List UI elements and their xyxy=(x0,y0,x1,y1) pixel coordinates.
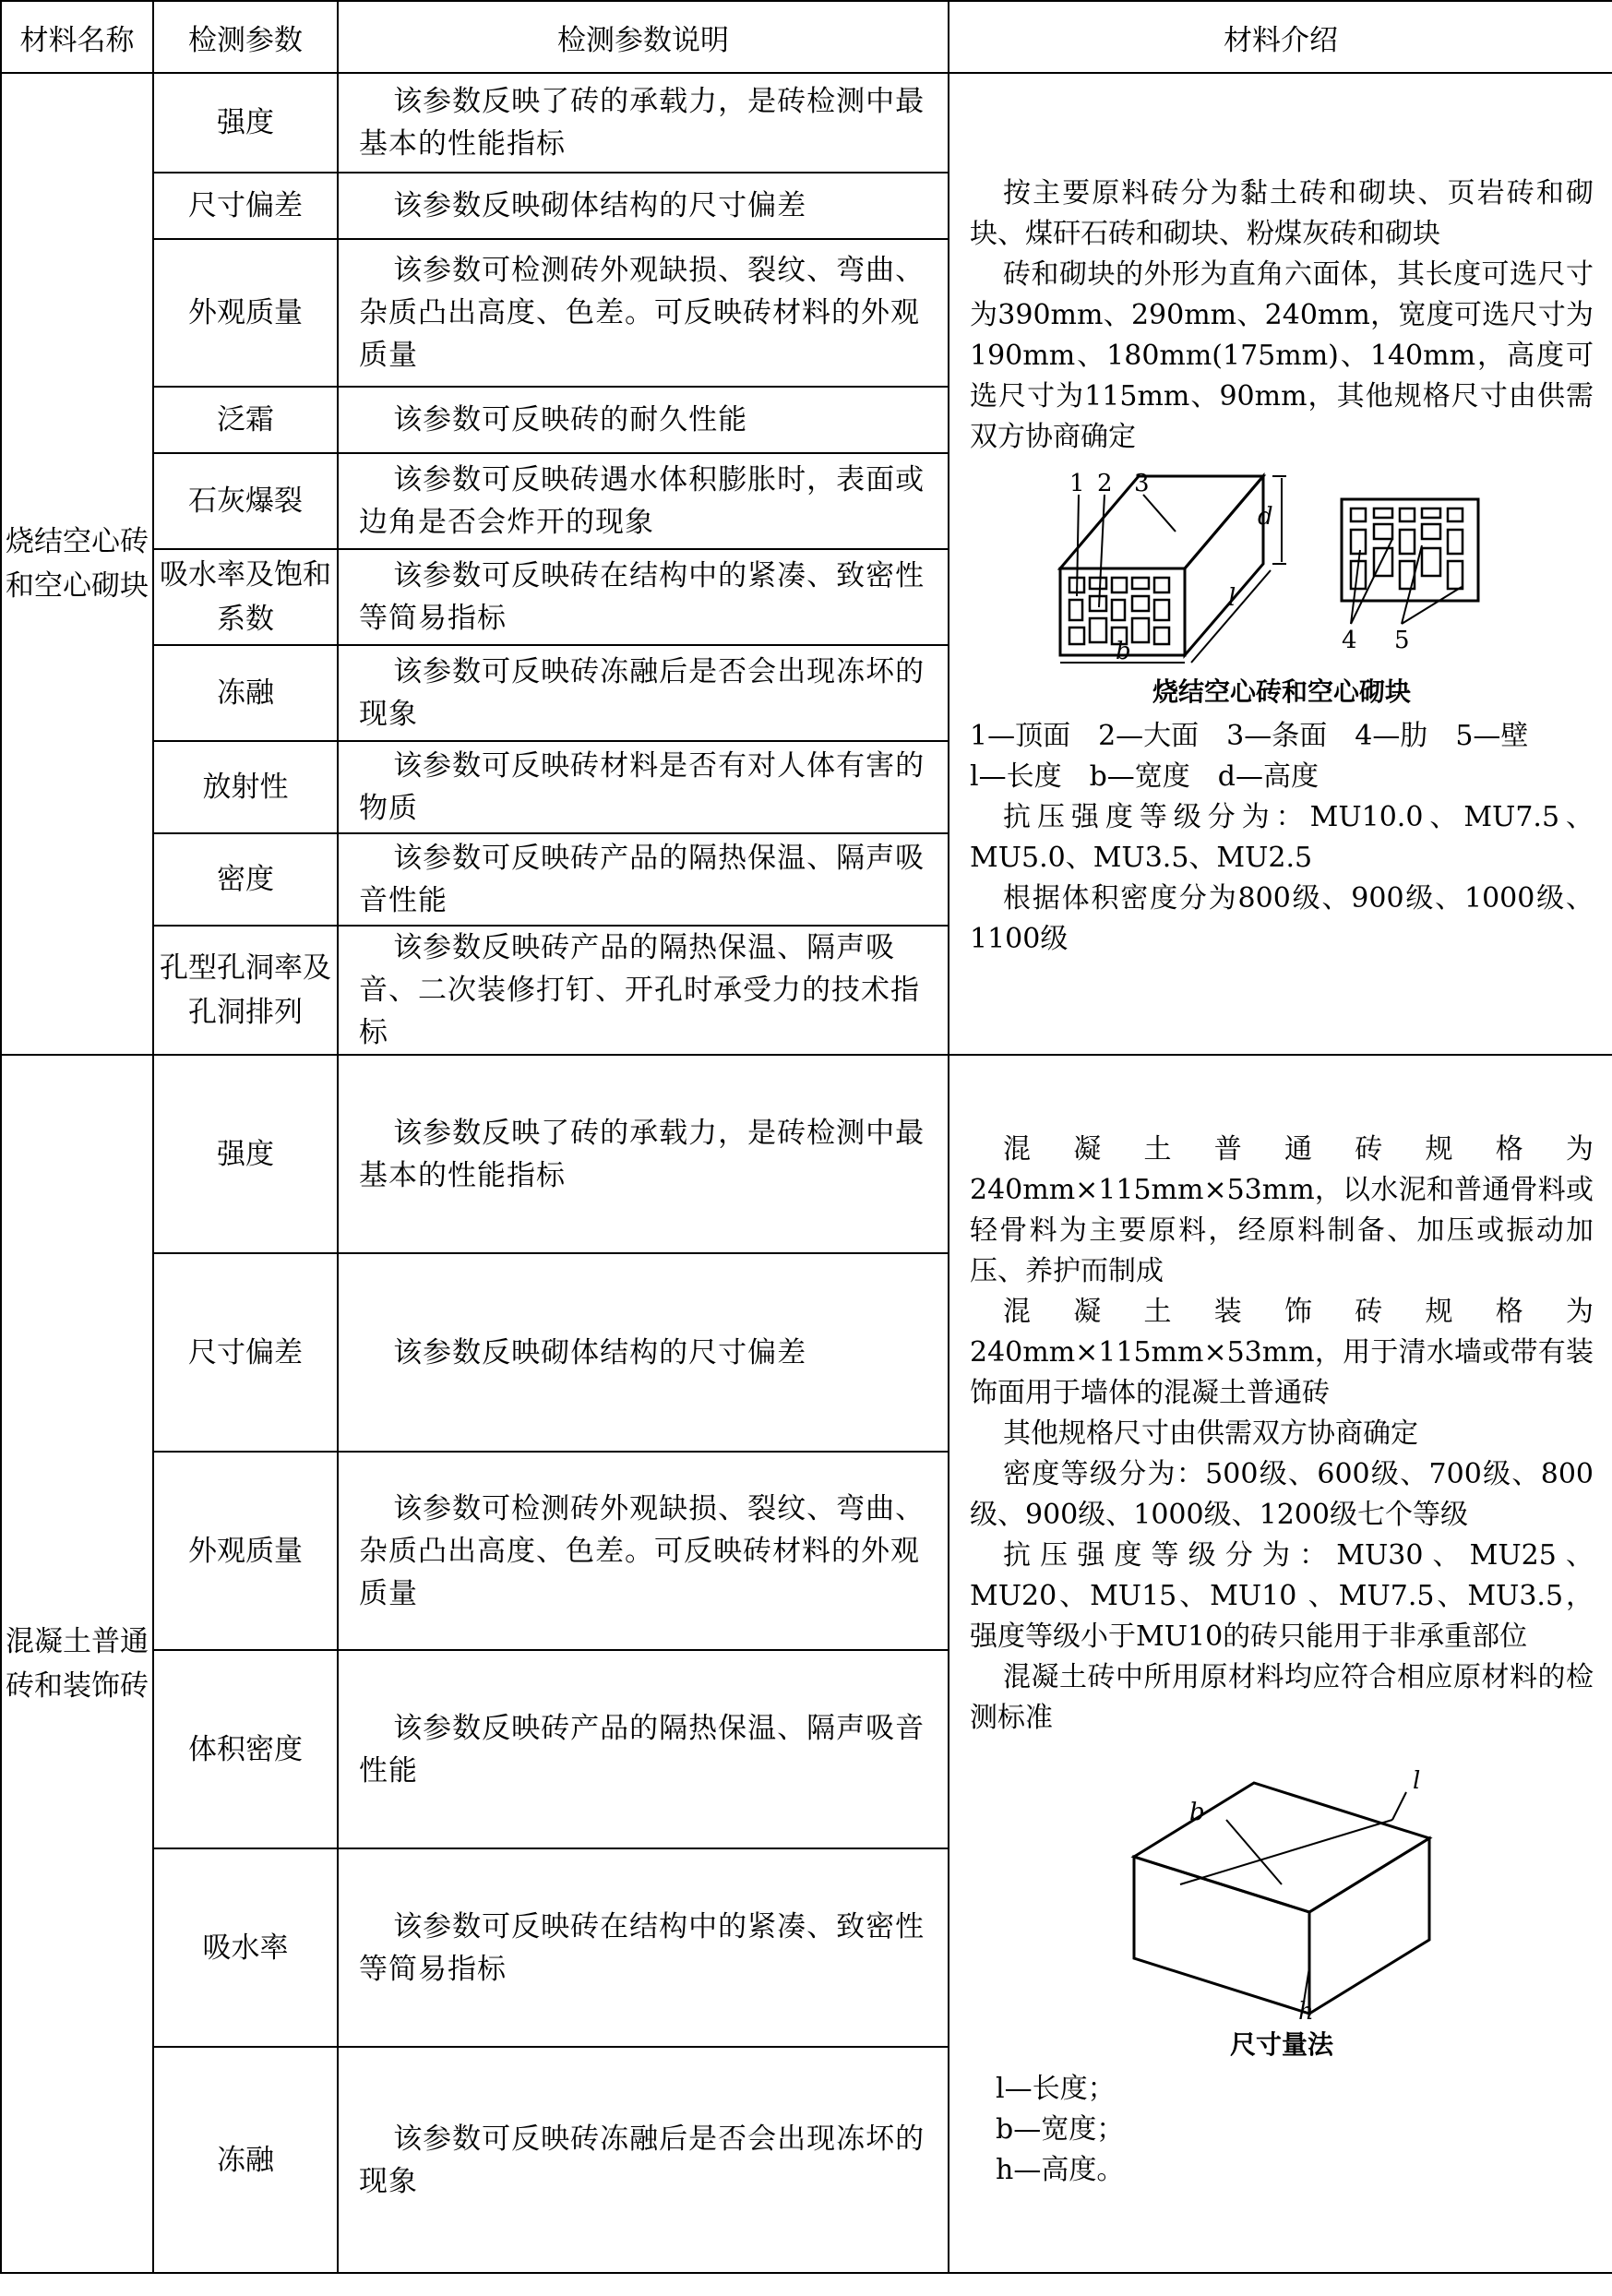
svg-text:2: 2 xyxy=(1097,470,1113,497)
svg-text:l: l xyxy=(1228,584,1236,612)
param-cell: 冻融 xyxy=(153,2047,338,2273)
desc-cell: 该参数反映了砖的承载力，是砖检测中最基本的性能指标 xyxy=(338,73,949,173)
table-row xyxy=(1,1055,1612,1253)
material-name-concrete-brick: 混凝土普通砖和装饰砖 xyxy=(1,1055,153,2273)
param-cell: 外观质量 xyxy=(153,1452,338,1650)
svg-text:1: 1 xyxy=(1069,470,1085,497)
intro-paragraph: 根据体积密度分为800级、900级、1000级、1100级 xyxy=(970,882,1594,955)
param-cell: 强度 xyxy=(153,1055,338,1253)
param-cell: 吸水率及饱和系数 xyxy=(153,549,338,645)
svg-text:4: 4 xyxy=(1342,627,1357,654)
param-cell: 冻融 xyxy=(153,645,338,741)
figure-caption: 尺寸量法 xyxy=(1229,2029,1333,2060)
svg-text:b: b xyxy=(1189,1799,1205,1826)
desc-cell: 该参数反映了砖的承载力，是砖检测中最基本的性能指标 xyxy=(338,1055,949,1253)
figure-legend: b—宽度； xyxy=(996,2113,1125,2146)
intro-paragraph: 混凝土砖中所用原材料均应符合相应原材料的检测标准 xyxy=(970,1661,1594,1734)
param-cell: 强度 xyxy=(153,73,338,173)
figure-legend: l—长度 b—宽度 d—高度 xyxy=(970,760,1319,793)
param-cell: 泛霜 xyxy=(153,387,338,453)
header-row xyxy=(1,1,1612,73)
svg-text:3: 3 xyxy=(1134,470,1150,497)
param-cell: 放射性 xyxy=(153,741,338,833)
desc-cell: 该参数反映砌体结构的尺寸偏差 xyxy=(338,173,949,239)
param-cell: 体积密度 xyxy=(153,1650,338,1848)
material-name-hollow-brick: 烧结空心砖和空心砌块 xyxy=(1,73,153,1055)
intro-paragraph: 密度等级分为：500级、600级、700级、800级、900级、1000级、1200级七个等级 xyxy=(970,1458,1594,1531)
desc-cell: 该参数可反映砖产品的隔热保温、隔声吸音性能 xyxy=(338,833,949,926)
figure-caption: 烧结空心砖和空心砌块 xyxy=(1152,676,1411,707)
param-cell: 石灰爆裂 xyxy=(153,453,338,549)
intro-paragraph: 其他规格尺寸由供需双方协商确定 xyxy=(1003,1417,1418,1450)
table-row xyxy=(1,73,1612,173)
svg-text:h: h xyxy=(1298,1998,1314,2023)
intro-paragraph: 抗压强度等级分为：MU30、MU25、MU20、MU15、MU10 、MU7.5、MU3.5，强度等级小于MU10的砖只能用于非承重部位 xyxy=(970,1539,1594,1653)
svg-text:l: l xyxy=(1413,1767,1421,1795)
param-cell: 尺寸偏差 xyxy=(153,173,338,239)
desc-cell: 该参数可反映砖冻融后是否会出现冻坏的现象 xyxy=(338,2047,949,2273)
svg-text:d: d xyxy=(1258,503,1273,531)
hollow-brick-figure xyxy=(996,458,1568,670)
figure-legend: h—高度。 xyxy=(996,2154,1125,2186)
concrete-brick-figure xyxy=(1088,1746,1475,2023)
param-cell: 吸水率 xyxy=(153,1848,338,2047)
figure-legend: 1—顶面 2—大面 3—条面 4—肋 5—壁 xyxy=(970,720,1529,752)
param-cell: 孔型孔洞率及孔洞排列 xyxy=(153,926,338,1055)
desc-cell: 该参数反映砖产品的隔热保温、隔声吸音、二次装修打钉、开孔时承受力的技术指标 xyxy=(338,926,949,1055)
material-intro-hollow-brick xyxy=(949,73,1612,1055)
header-material-name: 材料名称 xyxy=(1,1,153,73)
desc-cell: 该参数可反映砖冻融后是否会出现冻坏的现象 xyxy=(338,645,949,741)
header-param-description: 检测参数说明 xyxy=(338,1,949,73)
desc-cell: 该参数可检测砖外观缺损、裂纹、弯曲、杂质凸出高度、色差。可反映砖材料的外观质量 xyxy=(338,239,949,387)
param-cell: 尺寸偏差 xyxy=(153,1253,338,1452)
intro-paragraph: 混凝土普通砖规格为240mm×115mm×53mm，以水泥和普通骨料或轻骨料为主要原料，经原料制备、加压或振动加压、养护而制成 xyxy=(970,1133,1594,1287)
desc-cell: 该参数可反映砖在结构中的紧凑、致密性等简易指标 xyxy=(338,1848,949,2047)
param-cell: 密度 xyxy=(153,833,338,926)
header-test-param: 检测参数 xyxy=(153,1,338,73)
intro-paragraph: 抗压强度等级分为：MU10.0、MU7.5、MU5.0、MU3.5、MU2.5 xyxy=(970,801,1594,874)
header-material-intro: 材料介绍 xyxy=(949,1,1612,73)
svg-text:b: b xyxy=(1116,638,1131,665)
desc-cell: 该参数可反映砖材料是否有对人体有害的物质 xyxy=(338,741,949,833)
desc-cell: 该参数可反映砖的耐久性能 xyxy=(338,387,949,453)
param-cell: 外观质量 xyxy=(153,239,338,387)
desc-cell: 该参数反映砌体结构的尺寸偏差 xyxy=(338,1253,949,1452)
desc-cell: 该参数可检测砖外观缺损、裂纹、弯曲、杂质凸出高度、色差。可反映砖材料的外观质量 xyxy=(338,1452,949,1650)
desc-cell: 该参数可反映砖遇水体积膨胀时，表面或边角是否会炸开的现象 xyxy=(338,453,949,549)
desc-cell: 该参数反映砖产品的隔热保温、隔声吸音性能 xyxy=(338,1650,949,1848)
svg-text:5: 5 xyxy=(1394,627,1410,654)
intro-paragraph: 混凝土装饰砖规格为240mm×115mm×53mm，用于清水墙或带有装饰面用于墙体的混凝土普通砖 xyxy=(970,1296,1594,1409)
intro-paragraph: 按主要原料砖分为黏土砖和砌块、页岩砖和砌块、煤矸石砖和砌块、粉煤灰砖和砌块 xyxy=(970,177,1594,250)
intro-paragraph: 砖和砌块的外形为直角六面体，其长度可选尺寸为390mm、290mm、240mm，宽度可选尺寸为190mm、180mm(175mm)、140mm，高度可选尺寸为115mm、90mm，其他规格尺寸由供需双方协商确定 xyxy=(970,258,1594,453)
desc-cell: 该参数可反映砖在结构中的紧凑、致密性等简易指标 xyxy=(338,549,949,645)
material-intro-concrete-brick xyxy=(949,1055,1612,2273)
figure-legend: l—长度； xyxy=(996,2073,1116,2105)
